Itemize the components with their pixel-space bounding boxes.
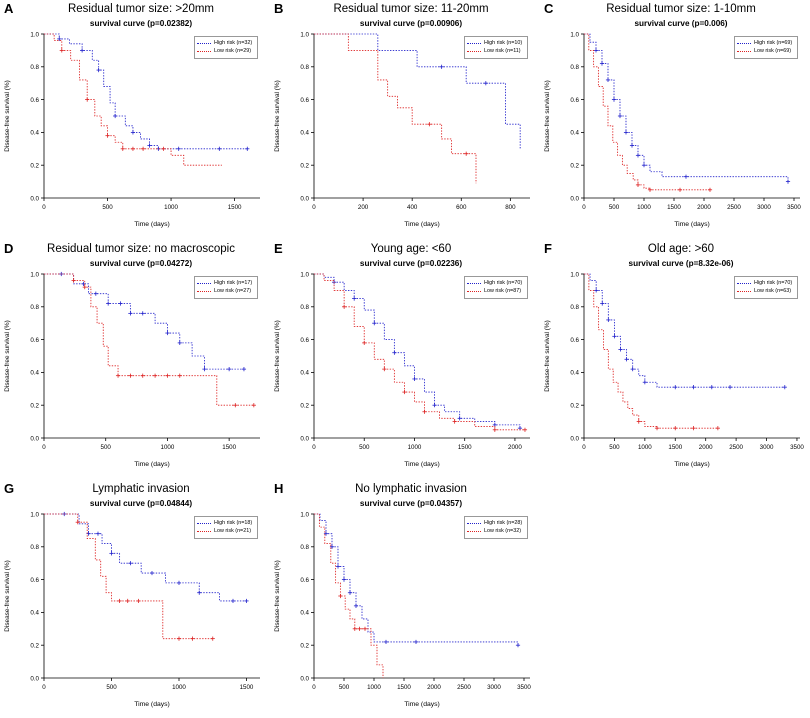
- legend-label-low: Low risk (n=21): [214, 528, 252, 535]
- svg-text:0.0: 0.0: [300, 675, 309, 683]
- legend-line-low-icon: [197, 529, 211, 534]
- svg-text:3500: 3500: [790, 444, 804, 451]
- svg-text:0.0: 0.0: [300, 435, 309, 443]
- svg-text:500: 500: [338, 684, 350, 691]
- legend-line-high-icon: [737, 281, 751, 286]
- svg-text:Time (days): Time (days): [674, 221, 710, 228]
- svg-text:1000: 1000: [172, 684, 186, 691]
- svg-text:Time (days): Time (days): [134, 701, 170, 708]
- svg-text:Disease-free survival (%): Disease-free survival (%): [274, 560, 281, 632]
- legend-line-high-icon: [467, 41, 481, 46]
- svg-text:0.0: 0.0: [30, 675, 39, 683]
- svg-text:0: 0: [312, 204, 316, 211]
- svg-text:0.4: 0.4: [300, 609, 309, 617]
- svg-text:0.2: 0.2: [570, 402, 579, 410]
- svg-text:500: 500: [106, 684, 117, 691]
- legend-label-high: High risk (n=69): [754, 40, 793, 46]
- svg-text:0: 0: [582, 204, 586, 211]
- svg-text:500: 500: [609, 444, 620, 451]
- legend-label-high: High risk (n=10): [484, 40, 523, 46]
- panel-b: [270, 0, 540, 240]
- legend-label-high: High risk (n=18): [214, 520, 253, 526]
- legend-label-low: Low risk (n=11): [484, 48, 521, 55]
- panel-a: [0, 0, 270, 240]
- legend: [734, 36, 798, 59]
- legend-entry-high-risk: [197, 279, 254, 287]
- svg-text:200: 200: [357, 204, 369, 211]
- panel-c: [540, 0, 810, 240]
- svg-text:500: 500: [359, 444, 370, 451]
- svg-text:2000: 2000: [698, 444, 713, 451]
- panel-subtitle: survival curve (p=0.04844): [89, 499, 193, 508]
- panel-letter: D: [4, 241, 14, 256]
- svg-text:0.0: 0.0: [570, 195, 579, 203]
- panel-title: Residual tumor size: 1-10mm: [606, 3, 756, 15]
- svg-text:0.8: 0.8: [300, 544, 309, 552]
- legend-line-high-icon: [197, 281, 211, 286]
- panel-subtitle: survival curve (p=0.006): [634, 19, 728, 28]
- svg-text:3000: 3000: [487, 684, 501, 691]
- legend-line-low-icon: [737, 289, 751, 294]
- legend-label-high: High risk (n=17): [214, 280, 253, 286]
- legend-line-low-icon: [467, 49, 481, 54]
- svg-text:0.4: 0.4: [30, 609, 39, 617]
- legend-label-high: High risk (n=70): [754, 280, 793, 286]
- legend-line-low-icon: [737, 49, 751, 54]
- svg-text:500: 500: [100, 444, 111, 451]
- svg-text:Time (days): Time (days): [404, 221, 440, 228]
- svg-text:0.6: 0.6: [300, 96, 309, 104]
- legend-entry-high-risk: [467, 39, 524, 47]
- legend-label-low: Low risk (n=63): [754, 288, 792, 295]
- svg-text:1500: 1500: [222, 444, 237, 451]
- legend: [464, 36, 528, 59]
- svg-text:2500: 2500: [457, 684, 471, 691]
- svg-text:0.4: 0.4: [300, 369, 309, 377]
- legend-entry-low-risk: [197, 287, 254, 295]
- svg-text:0.4: 0.4: [30, 369, 39, 377]
- svg-text:Disease-free survival (%): Disease-free survival (%): [274, 320, 281, 392]
- svg-text:1500: 1500: [239, 684, 254, 691]
- panel-title: Residual tumor size: >20mm: [67, 3, 215, 15]
- legend-entry-high-risk: [197, 519, 254, 527]
- svg-text:1000: 1000: [164, 204, 178, 211]
- panel-title: Residual tumor size: no macroscopic: [47, 243, 235, 255]
- svg-text:Disease-free survival (%): Disease-free survival (%): [544, 320, 551, 392]
- legend-entry-high-risk: [197, 39, 254, 47]
- svg-text:1.0: 1.0: [570, 31, 579, 39]
- legend-entry-high-risk: [467, 519, 524, 527]
- svg-text:2000: 2000: [427, 684, 441, 691]
- svg-text:1.0: 1.0: [300, 271, 309, 279]
- panel-letter: C: [544, 1, 554, 16]
- legend-entry-low-risk: [737, 47, 794, 55]
- svg-text:1000: 1000: [407, 444, 422, 451]
- legend-entry-low-risk: [467, 527, 524, 535]
- svg-text:1000: 1000: [160, 444, 175, 451]
- panel-subtitle: survival curve (p=0.04272): [89, 259, 193, 268]
- svg-text:0: 0: [312, 444, 316, 451]
- legend-line-low-icon: [467, 289, 481, 294]
- legend-entry-low-risk: [737, 287, 794, 295]
- svg-text:500: 500: [102, 204, 113, 211]
- svg-text:0.6: 0.6: [570, 336, 579, 344]
- legend: [464, 516, 528, 539]
- svg-text:0.2: 0.2: [30, 402, 39, 410]
- svg-text:Time (days): Time (days): [134, 461, 170, 468]
- legend-entry-high-risk: [737, 279, 794, 287]
- legend-line-low-icon: [467, 529, 481, 534]
- svg-text:0.0: 0.0: [30, 195, 39, 203]
- svg-text:3000: 3000: [757, 204, 771, 211]
- legend-label-high: High risk (n=70): [484, 280, 523, 286]
- svg-text:0.2: 0.2: [300, 402, 309, 410]
- svg-text:0.8: 0.8: [300, 304, 309, 312]
- svg-text:800: 800: [505, 204, 516, 211]
- svg-text:1000: 1000: [637, 444, 652, 451]
- legend-line-high-icon: [467, 521, 481, 526]
- svg-text:0.4: 0.4: [570, 129, 579, 137]
- svg-text:0.6: 0.6: [300, 336, 309, 344]
- panel-subtitle: survival curve (p=8.32e-06): [628, 259, 734, 268]
- legend-label-low: Low risk (n=29): [214, 48, 252, 55]
- svg-text:0.8: 0.8: [570, 64, 579, 72]
- panel-h: [270, 480, 540, 718]
- panel-title: Lymphatic invasion: [92, 483, 190, 495]
- svg-text:0.0: 0.0: [570, 435, 579, 443]
- svg-text:Disease-free survival (%): Disease-free survival (%): [544, 80, 551, 152]
- svg-text:2000: 2000: [697, 204, 711, 211]
- svg-text:0.4: 0.4: [30, 129, 39, 137]
- svg-text:Time (days): Time (days): [134, 221, 170, 228]
- svg-text:0.6: 0.6: [30, 336, 39, 344]
- svg-text:0.6: 0.6: [30, 576, 39, 584]
- svg-text:1500: 1500: [668, 444, 683, 451]
- svg-text:3000: 3000: [759, 444, 774, 451]
- legend-entry-high-risk: [737, 39, 794, 47]
- legend-label-high: High risk (n=32): [214, 40, 253, 46]
- svg-text:1.0: 1.0: [30, 511, 39, 519]
- panel-e: [270, 240, 540, 480]
- panel-title: Young age: <60: [370, 243, 452, 255]
- svg-text:1.0: 1.0: [30, 271, 39, 279]
- svg-text:1500: 1500: [667, 204, 681, 211]
- legend: [194, 36, 258, 59]
- panel-title: Old age: >60: [647, 243, 715, 255]
- svg-text:0.8: 0.8: [30, 64, 39, 72]
- svg-text:1.0: 1.0: [570, 271, 579, 279]
- svg-text:500: 500: [608, 204, 620, 211]
- svg-text:0: 0: [42, 444, 46, 451]
- panel-letter: F: [544, 241, 552, 256]
- svg-text:0.8: 0.8: [30, 304, 39, 312]
- svg-text:600: 600: [456, 204, 467, 211]
- svg-text:Time (days): Time (days): [404, 461, 440, 468]
- svg-text:0: 0: [42, 204, 46, 211]
- svg-text:1500: 1500: [457, 444, 472, 451]
- panel-subtitle: survival curve (p=0.02382): [89, 19, 193, 28]
- legend-line-low-icon: [197, 289, 211, 294]
- svg-text:Disease-free survival (%): Disease-free survival (%): [4, 80, 11, 152]
- svg-text:400: 400: [407, 204, 418, 211]
- svg-text:2000: 2000: [508, 444, 522, 451]
- svg-text:0: 0: [42, 684, 46, 691]
- legend-line-low-icon: [197, 49, 211, 54]
- panel-letter: A: [4, 1, 14, 16]
- svg-text:0.8: 0.8: [30, 544, 39, 552]
- svg-text:0.0: 0.0: [300, 195, 309, 203]
- svg-text:0: 0: [312, 684, 316, 691]
- legend-line-high-icon: [197, 41, 211, 46]
- legend-entry-low-risk: [197, 527, 254, 535]
- svg-text:0.8: 0.8: [570, 304, 579, 312]
- legend-label-low: Low risk (n=69): [754, 48, 792, 55]
- svg-text:0.2: 0.2: [570, 162, 579, 170]
- legend: [734, 276, 798, 299]
- svg-text:1.0: 1.0: [300, 511, 309, 519]
- svg-text:1.0: 1.0: [30, 31, 39, 39]
- panel-f: [540, 240, 810, 480]
- svg-text:1500: 1500: [227, 204, 242, 211]
- panel-subtitle: survival curve (p=0.04357): [359, 499, 463, 508]
- panel-g: [0, 480, 270, 718]
- svg-text:Disease-free survival (%): Disease-free survival (%): [4, 320, 11, 392]
- panel-d: [0, 240, 270, 480]
- svg-text:0.6: 0.6: [30, 96, 39, 104]
- panel-subtitle: survival curve (p=0.00906): [359, 19, 463, 28]
- legend: [464, 276, 528, 299]
- svg-text:0.2: 0.2: [30, 642, 39, 650]
- legend-label-low: Low risk (n=87): [484, 288, 522, 295]
- legend-label-low: Low risk (n=27): [214, 288, 252, 295]
- panel-title: Residual tumor size: 11-20mm: [333, 3, 489, 15]
- svg-text:0.2: 0.2: [300, 642, 309, 650]
- svg-text:1000: 1000: [637, 204, 651, 211]
- svg-text:3500: 3500: [787, 204, 801, 211]
- legend-line-high-icon: [467, 281, 481, 286]
- svg-text:0.8: 0.8: [300, 64, 309, 72]
- svg-text:Disease-free survival (%): Disease-free survival (%): [274, 80, 281, 152]
- legend-entry-low-risk: [467, 47, 524, 55]
- svg-text:0: 0: [582, 444, 586, 451]
- svg-text:0.6: 0.6: [570, 96, 579, 104]
- legend-label-high: High risk (n=28): [484, 520, 523, 526]
- svg-text:1500: 1500: [397, 684, 411, 691]
- svg-text:0.4: 0.4: [570, 369, 579, 377]
- legend-line-high-icon: [737, 41, 751, 46]
- svg-text:1.0: 1.0: [300, 31, 309, 39]
- panel-subtitle: survival curve (p=0.02236): [359, 259, 463, 268]
- svg-text:Time (days): Time (days): [404, 701, 440, 708]
- svg-text:2500: 2500: [727, 204, 741, 211]
- svg-text:2500: 2500: [729, 444, 743, 451]
- svg-text:1000: 1000: [367, 684, 381, 691]
- svg-text:3500: 3500: [517, 684, 531, 691]
- panel-letter: E: [274, 241, 283, 256]
- legend: [194, 276, 258, 299]
- legend-line-high-icon: [197, 521, 211, 526]
- panel-letter: H: [274, 481, 284, 496]
- svg-text:0.2: 0.2: [300, 162, 309, 170]
- svg-text:0.0: 0.0: [30, 435, 39, 443]
- svg-text:Time (days): Time (days): [674, 461, 710, 468]
- svg-text:0.6: 0.6: [300, 576, 309, 584]
- legend-entry-low-risk: [467, 287, 524, 295]
- legend-entry-low-risk: [197, 47, 254, 55]
- legend-entry-high-risk: [467, 279, 524, 287]
- svg-text:Disease-free survival (%): Disease-free survival (%): [4, 560, 11, 632]
- panel-title: No lymphatic invasion: [355, 483, 467, 495]
- legend: [194, 516, 258, 539]
- panel-letter: G: [4, 481, 15, 496]
- panel-letter: B: [274, 1, 284, 16]
- svg-text:0.4: 0.4: [300, 129, 309, 137]
- legend-label-low: Low risk (n=32): [484, 528, 522, 535]
- svg-text:0.2: 0.2: [30, 162, 39, 170]
